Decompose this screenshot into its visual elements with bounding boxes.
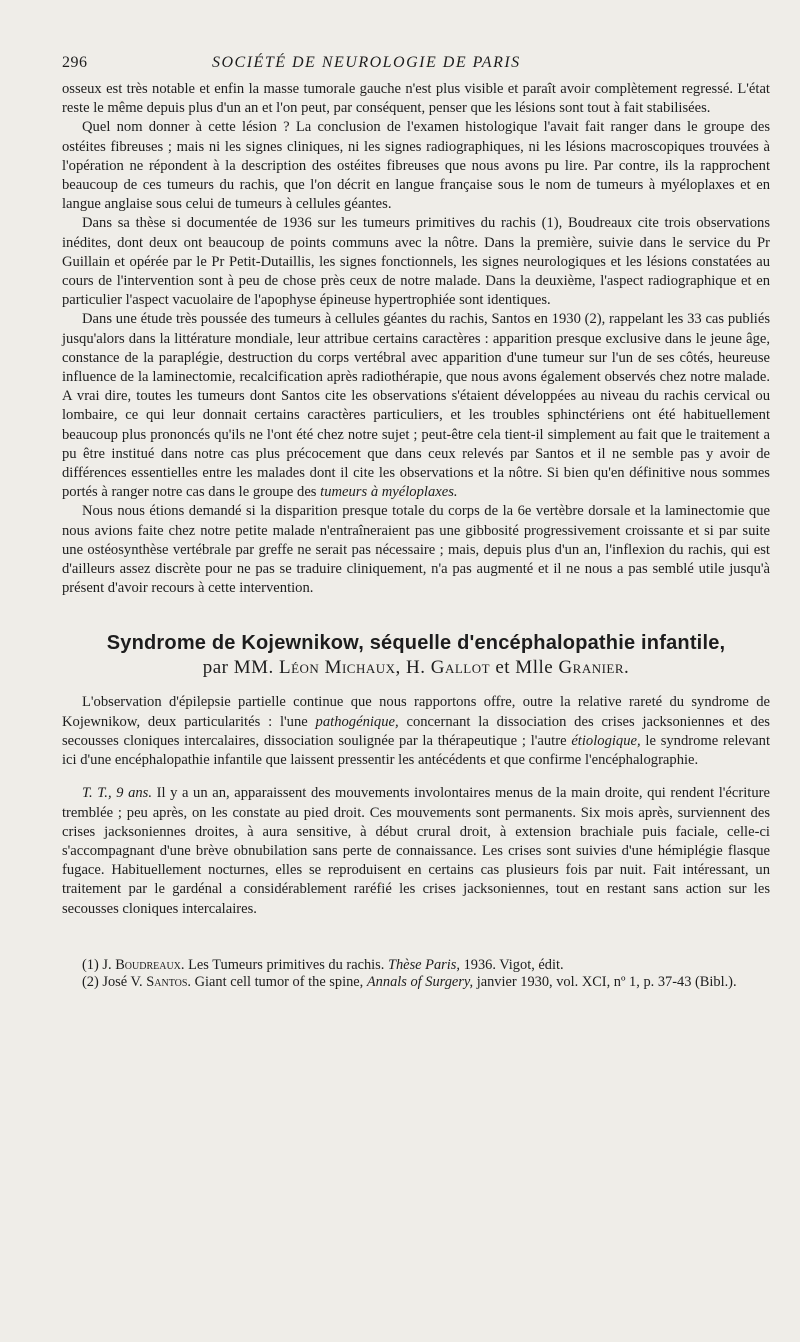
- footnote-1-italic: Thèse Paris,: [387, 956, 460, 973]
- author-3-title: Mlle: [515, 657, 554, 679]
- footnote-2-author: Santos.: [146, 973, 192, 990]
- paragraph-4-text: Dans une étude très poussée des tumeurs à cellules géantes du rachis, Santos en 1930 (2), rappelant les 33 cas publiés jusqu'alors dans la littérature mondiale, leur attribue certains caractères : apparition presque exclusive dans le jeune âge, constance de la paraplégie, destruction du corps vertébral avec apparition d'une tumeur sur l'un de ses côtés, heureuse influence de la laminectomie, recalcification après radiothérapie, que nous avons également observés chez notre malade. A vrai dire, toutes les tumeurs dont Santos cite les observations s'étaient développées au niveau du rachis cervical ou lombaire, ce qui leur donnait certains caractères particuliers, et les troubles sphinctériens ont été habituellement beaucoup plus prononcés qu'ils ne l'ont été chez notre sujet ; peut-être cela tient-il simplement au fait que le traitement a pu être institué dans notre cas plus précocement que dans ceux relevés par Santos et il ne semble pas y avoir de différences essentielles entre les malades dont il cite les observations et la nôtre. Si bien qu'en définitive nous sommes portés à ranger notre cas dans le groupe des: [62, 311, 770, 501]
- footnote-2-italic: Annals of Surgery,: [366, 973, 474, 990]
- paragraph-5: Nous nous étions demandé si la disparition presque totale du corps de la 6e vertèbre dorsale et la laminectomie que nous avions faite chez notre petite malade n'entraîneraient pas une gibbosité progressivement croissante et si par suite une ostéosynthèse vertébrale par greffe ne serait pas nécessaire ; mais, depuis plus d'un an, l'inflexion du rachis, qui est d'ailleurs assez discrète pour ne pas se traduire cliniquement, n'a pas augmenté et il ne nous a pas semblé utile jusqu'à présent d'avoir recours à cette intervention.: [62, 503, 770, 597]
- section-p1-italic-1: pathogénique,: [315, 713, 399, 730]
- section-p1-italic-2: étiologique,: [571, 732, 641, 749]
- running-head: SOCIÉTÉ DE NEUROLOGIE DE PARIS: [212, 54, 521, 71]
- section-p1-c: le syndrome relevant ici d'une encéphalopathie infantile que laissent pressentir les antécédents et que confirme l'encéphalographie.: [62, 732, 770, 769]
- page-number: 296: [62, 54, 88, 71]
- section-text: [62, 693, 770, 918]
- section-p1-a: L'observation d'épilepsie partielle continue que nous rapportons offre, outre la relative rareté du syndrome de Kojewnikow, deux particularités : l'une: [62, 694, 770, 730]
- paragraph-1: osseux est très notable et enfin la masse tumorale gauche n'est plus visible et paraît avoir complètement regressé. L'état reste le même depuis plus d'un an et l'on peut, par conséquent, penser que les lésions sont tout à fait stabilisées.: [62, 81, 770, 117]
- paragraph-2: Quel nom donner à cette lésion ? La conclusion de l'examen histologique l'avait fait ranger dans le groupe des ostéites fibreuses ; mais ni les signes cliniques, ni les signes radiographiques, ni les lésions macroscopiques trouvées à l'opération ne répondent à la description des ostéites fibreuses que nous avons pu lire. Par contre, ils la rapprochent beaucoup de ces tumeurs du rachis, que l'on décrit en langue française sous le nom de tumeurs à myéloplaxes et en langue anglaise sous celui de tumeurs à cellules géantes.: [62, 119, 770, 213]
- footnote-2-num: (2) José V.: [82, 973, 143, 990]
- section-paragraph-1: [62, 693, 770, 770]
- footnote-2: [62, 974, 770, 991]
- footnote-1-end: 1936. Vigot, édit.: [463, 956, 564, 973]
- authors-et: et: [495, 657, 511, 679]
- case-text: Il y a un an, apparaissent des mouvements involontaires menus de la main droite, qui rendent l'écriture tremblée ; peu après, on les constate au pied droit. Ces mouvements sont permanents. Six mois après, surviennent des crises jacksoniennes droites, à aura sensitive, à début crural droit, à extension brachiale puis faciale, celle-ci s'accompagnant d'une brève obnubilation sans perte de connaissance. Les crises sont suivies d'une hémiplégie flasque fugace. Habituellement nocturnes, elles se reproduisent en certains cas plusieurs fois par nuit. Fait intéressant, un traitement par le gardénal a considérablement raréfié les crises jacksoniennes, tout en restant sans action sur les secousses cloniques intercalaires.: [62, 785, 770, 917]
- paragraph-4-italic: tumeurs à myéloplaxes.: [320, 484, 458, 501]
- footnote-1: [62, 957, 770, 974]
- section-authors: par MM. Léon Michaux, H. Gallot et Mlle Granier.: [202, 657, 630, 679]
- case-label: T. T., 9 ans.: [82, 785, 152, 802]
- paragraph-3: Dans sa thèse si documentée de 1936 sur les tumeurs primitives du rachis (1), Boudreaux cite trois observations inédites, dont deux ont beaucoup de points communs avec la nôtre. Dans la première, suivie dans le service du Pr Guillain et opérée par le Pr Petit-Dutaillis, les signes fonctionnels, les signes neurologiques et les lésions constatées au cours de l'intervention sont à peu de chose près ceux de notre malade. Dans la deuxième, l'aspect radiographique et en particulier l'aspect vacuolaire de l'apophyse épineuse hypertrophiée sont identiques.: [62, 215, 770, 309]
- section-paragraph-2: [62, 784, 770, 918]
- footnote-2-text: Giant cell tumor of the spine,: [194, 973, 364, 990]
- footnotes: [62, 957, 770, 991]
- paragraph-4: [62, 310, 770, 502]
- author-1: Léon Michaux: [279, 657, 396, 679]
- page-header: [62, 50, 770, 80]
- footnote-2-end: janvier 1930, vol. XCI, nº 1, p. 37-43 (Bibl.).: [476, 973, 737, 990]
- footnote-1-text: Les Tumeurs primitives du rachis.: [188, 956, 385, 973]
- section-p1-b: concernant la dissociation des crises jacksoniennes et des secousses cloniques intercalaires, dissociation soulignée par la thérapeutique ; l'autre: [62, 713, 770, 749]
- section-title: Syndrome de Kojewnikow, séquelle d'encéphalopathie infantile,: [106, 632, 726, 655]
- footnote-1-author: Boudreaux.: [115, 956, 185, 973]
- author-3: Granier.: [558, 657, 630, 679]
- main-text: [62, 80, 770, 598]
- author-2: H. Gallot: [406, 657, 491, 679]
- footnote-1-num: (1) J.: [82, 956, 112, 973]
- paragraph-gap: [62, 770, 770, 784]
- authors-prefix: par MM.: [202, 657, 274, 679]
